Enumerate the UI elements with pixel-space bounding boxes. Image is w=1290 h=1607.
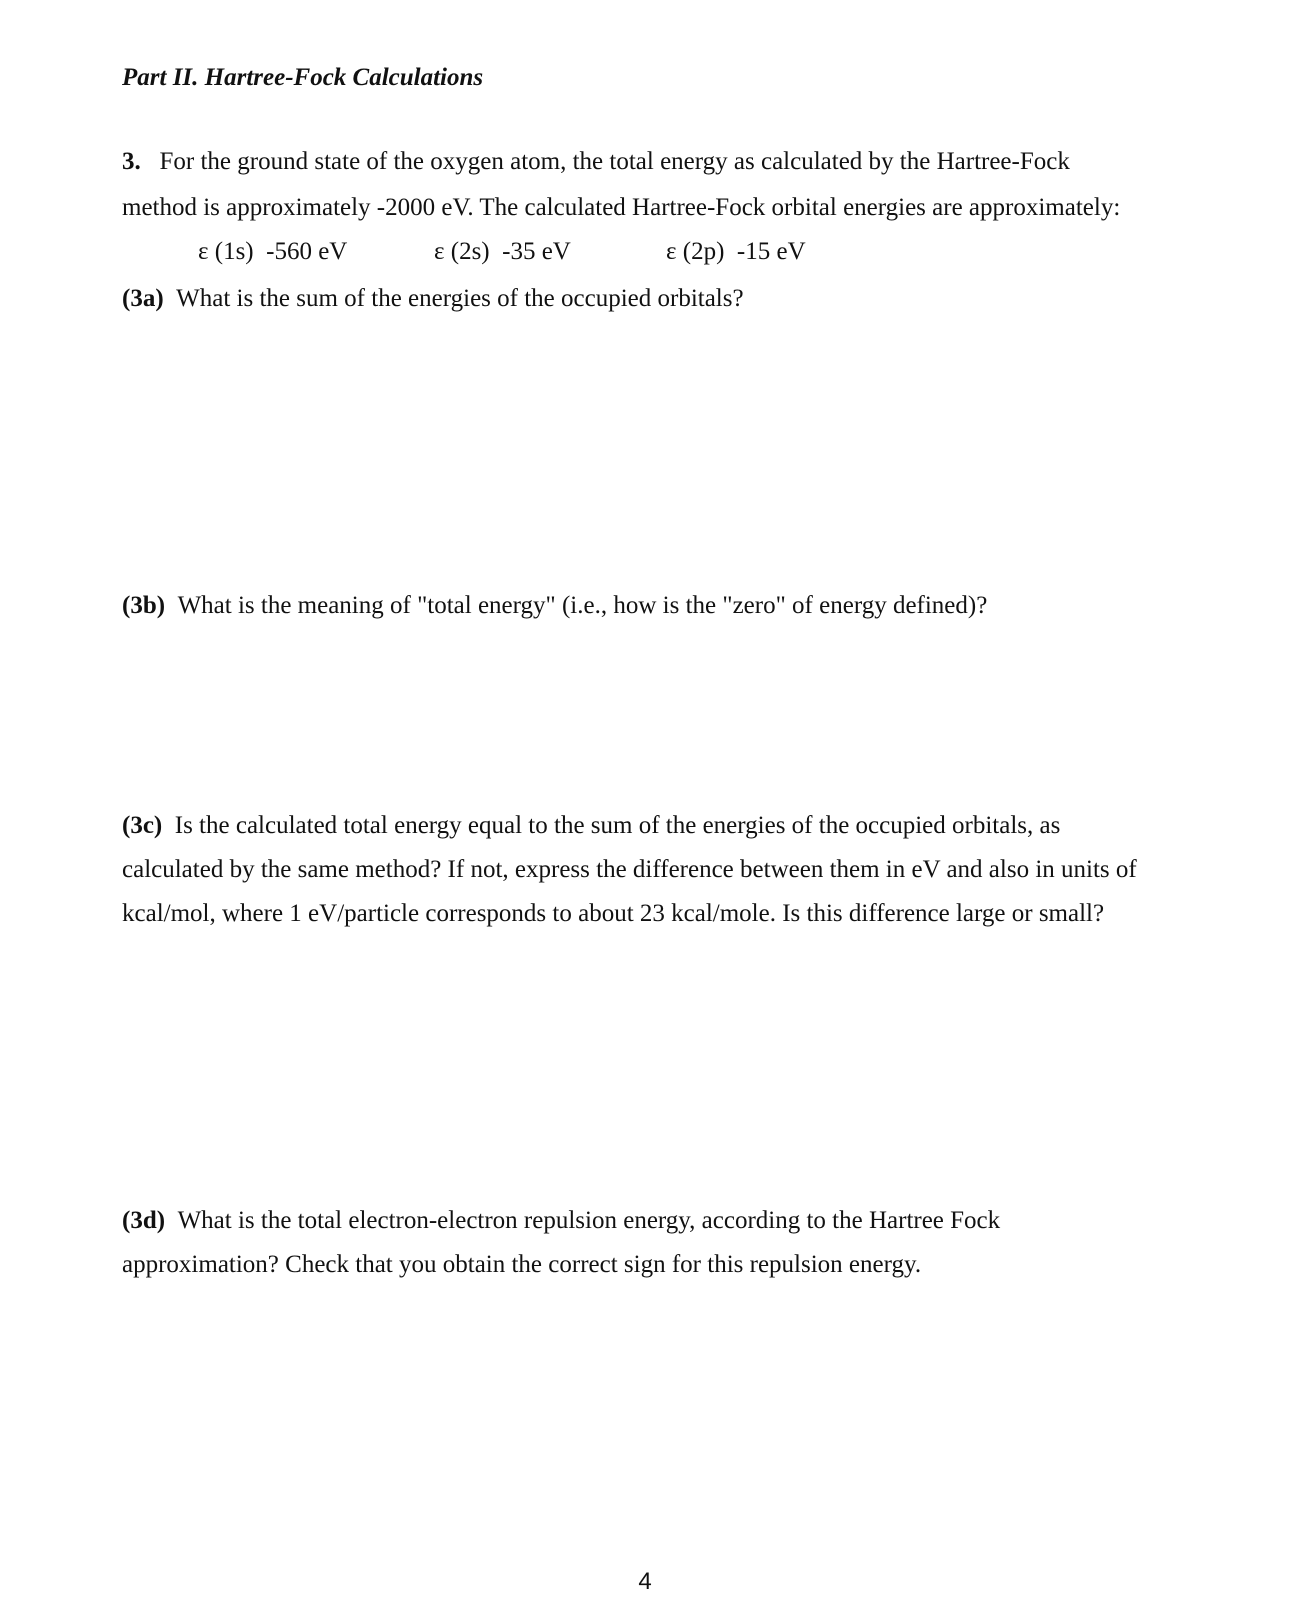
page-number: 4: [638, 1568, 652, 1595]
orbital-value: -15 eV: [736, 238, 806, 265]
orbital-energy-2s: [434, 238, 571, 266]
question-3c-line-2: calculated by the same method? If not, express the difference between them in eV and also in units of: [122, 856, 1137, 883]
question-label: (3b): [122, 592, 166, 619]
question-text: What is the meaning of "total energy" (i.e., how is the "zero" of energy defined)?: [177, 592, 988, 619]
question-3d-line-2: approximation? Check that you obtain the correct sign for this repulsion energy.: [122, 1251, 922, 1278]
orbital-energy-2p: [666, 238, 806, 266]
problem-intro-text-1: For the ground state of the oxygen atom, the total energy as calculated by the Hartree-Fock: [159, 148, 1070, 175]
orbital-value: -560 eV: [266, 238, 348, 265]
question-label: (3d): [122, 1207, 166, 1234]
orbital-value: -35 eV: [502, 238, 571, 265]
orbital-label: ε (2s): [434, 238, 490, 265]
question-3b: [122, 591, 987, 621]
question-3c-line-3: kcal/mol, where 1 eV/particle corresponds to about 23 kcal/mole. Is this difference large or small?: [122, 900, 1105, 927]
orbital-label: ε (1s): [198, 238, 254, 265]
problem-3-intro-line-2: method is approximately -2000 eV. The calculated Hartree-Fock orbital energies are approximately:: [122, 194, 1121, 221]
question-3c-line-1: [122, 811, 1060, 841]
question-3a: [122, 284, 744, 314]
orbital-energy-1s: [198, 238, 347, 266]
question-label: (3c): [122, 812, 163, 839]
question-text: What is the sum of the energies of the occupied orbitals?: [176, 285, 744, 312]
question-text: What is the total electron-electron repulsion energy, according to the Hartree Fock: [177, 1207, 1001, 1234]
question-3d-line-1: [122, 1206, 1000, 1236]
section-title: Part II. Hartree-Fock Calculations: [122, 64, 484, 91]
orbital-label: ε (2p): [666, 238, 725, 265]
question-text: Is the calculated total energy equal to the sum of the energies of the occupied orbitals, as: [174, 812, 1061, 839]
problem-3-intro-line-1: [122, 147, 1070, 177]
question-label: (3a): [122, 285, 164, 312]
problem-number: 3.: [122, 148, 141, 175]
